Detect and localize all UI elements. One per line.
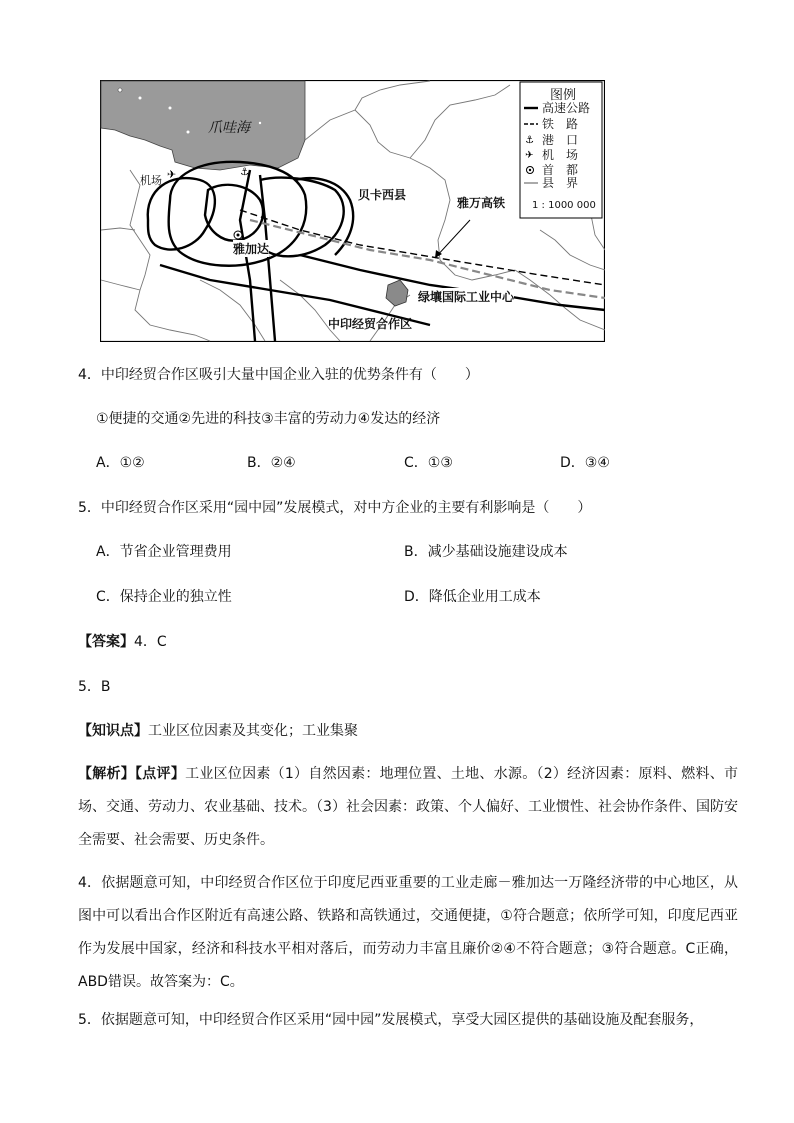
legend-item: 机 场 [542,148,579,162]
q4-option-d: D．③④ [560,455,610,471]
answer-line [78,632,167,652]
map-svg [100,80,605,342]
map-figure [100,80,605,342]
island [118,88,122,92]
island [187,131,190,134]
q4-option-c: C．①③ [404,455,453,471]
legend-item: 县 界 [542,176,579,190]
q4-option-b: B．②④ [247,455,296,471]
q5-option-d: D．降低企业用工成本 [404,589,541,605]
legend-item: 高速公路 [542,101,591,115]
answer-q4: 4．C [134,634,167,650]
analysis-text: 工业区位因素（1）自然因素：地理位置、土地、水源。（2）经济因素：原料、燃料、市场、交通、劳动力、农业基础、技术。（3）社会因素：政策、个人偏好、工业惯性、社会协作条件、国防安全需要、社会需要、历史条件。 [78,766,739,848]
legend-item: 铁 路 [542,117,579,131]
legend-scale: 1 : 1000 000 [532,200,596,211]
industrial-center-label: 绿壤国际工业中心 [418,290,515,304]
answer-q5: 5．B [78,679,111,695]
knowledge-text: 工业区位因素及其变化；工业集聚 [148,723,358,739]
legend-item: 首 都 [542,163,579,177]
legend-item: 港 口 [542,133,579,147]
port-icon: ⚓ [240,167,249,178]
island [169,107,172,110]
capital-label: 雅加达 [233,242,270,256]
zone-label: 中印经贸合作区 [328,317,413,331]
analysis-q5: 5．依据题意可知，中印经贸合作区采用“园中园”发展模式，享受大园区提供的基础设施及配套服务， [78,1012,704,1028]
q5-option-b: B．减少基础设施建设成本 [404,544,568,560]
analysis-q4: 4．依据题意可知，中印经贸合作区位于印度尼西亚重要的工业走廊－雅加达一万隆经济带的中心地区，从图中可以看出合作区附近有高速公路、铁路和高铁通过，交通便捷，①符合题意；依所学可知，印度尼西亚作为发展中国家，经济和科技水平相对落后，而劳动力丰富且廉价②④不符合题意；③符合题意。C正确，ABD错误。故答案为：C。 [78,875,738,990]
q4-stem: 4．中印经贸合作区吸引大量中国企业入驻的优势条件有（ ） [78,367,479,383]
answer-tag: 【答案】 [78,634,134,650]
island [259,122,261,124]
sea-label: 爪哇海 [208,120,250,136]
island [139,97,142,100]
airport-label: 机场 [140,174,162,187]
county-label: 贝卡西县 [358,188,407,202]
q4-statements: ①便捷的交通②先进的科技③丰富的劳动力④发达的经济 [96,411,441,427]
knowledge-tag: 【知识点】 [78,723,148,739]
q5-option-c: C．保持企业的独立性 [96,589,232,605]
analysis-tag: 【解析】【点评】 [78,766,186,782]
svg-text:⚓: ⚓ [525,135,534,146]
q5-option-a: A．节省企业管理费用 [96,544,232,560]
q5-stem: 5．中印经贸合作区采用“园中园”发展模式，对中方企业的主要有利影响是（ ） [78,500,592,516]
q4-option-a: A．①② [96,455,145,471]
airport-icon: ✈ [167,168,177,181]
knowledge-line [78,721,358,741]
railway-label: 雅万高铁 [457,196,506,210]
analysis-paragraph [78,758,738,857]
legend-title: 图例 [550,88,577,103]
svg-text:✈: ✈ [525,150,534,161]
